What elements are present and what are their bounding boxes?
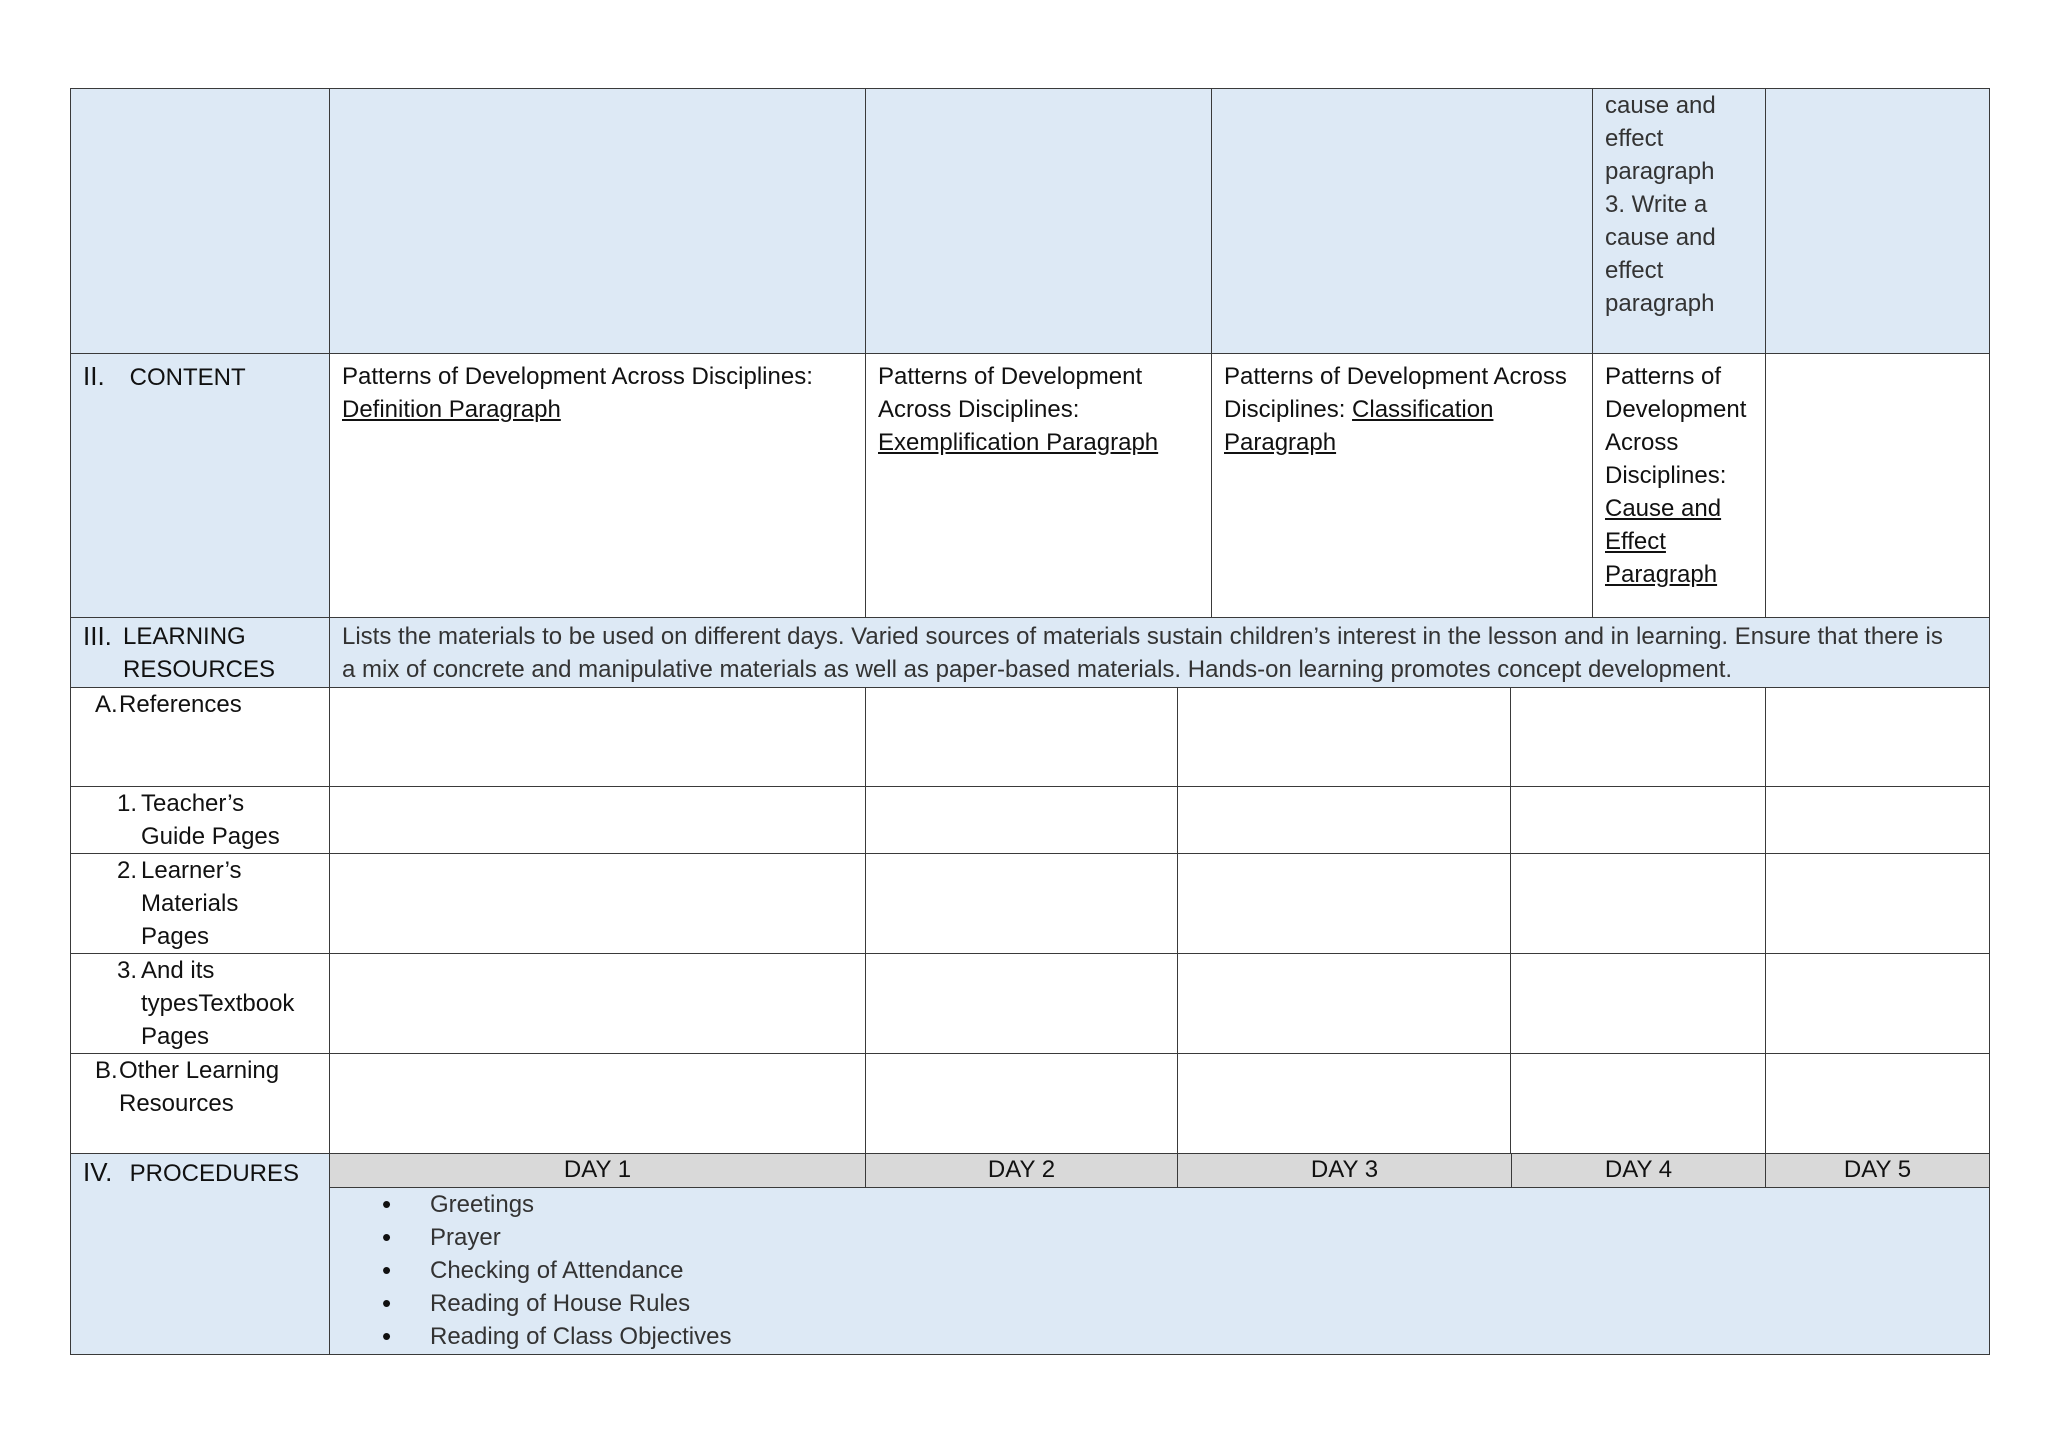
learning-resources-label: RESOURCES <box>123 656 276 683</box>
content-day4-prefix: Across <box>1605 429 1679 456</box>
content-day3-cell <box>1211 353 1593 618</box>
references-marker: A. <box>95 691 118 718</box>
top-row-day4-cell <box>1592 88 1766 354</box>
procedures-numeral: IV. <box>83 1157 113 1187</box>
content-numeral: II. <box>83 361 105 391</box>
references-label: References <box>119 691 242 718</box>
textbook-day1-cell <box>329 953 866 1054</box>
list-item: • Reading of House Rules <box>330 1287 1989 1320</box>
day-header-5: DAY 5 <box>1765 1153 1990 1188</box>
other-resources-day5-cell <box>1765 1053 1990 1154</box>
teachers-guide-day4-cell <box>1510 786 1766 854</box>
teachers-guide-day1-cell <box>329 786 866 854</box>
learners-materials-label: Materials <box>141 890 239 917</box>
top-row-label-cell <box>70 88 330 354</box>
day-header-2: DAY 2 <box>865 1153 1178 1188</box>
content-day4-topic: Cause and <box>1605 495 1722 522</box>
learning-resources-label: LEARNING <box>123 623 246 650</box>
learning-resources-label-cell <box>70 617 330 688</box>
top-row-day5-cell <box>1765 88 1990 354</box>
top-row-day1-cell <box>329 88 866 354</box>
content-day1-cell <box>329 353 866 618</box>
objectives-line: paragraph <box>1605 290 1715 317</box>
procedures-list <box>330 1188 1989 1353</box>
list-item: • Reading of Class Objectives <box>330 1320 1989 1353</box>
textbook-label: Pages <box>141 1023 210 1050</box>
learners-materials-label-cell <box>70 853 330 954</box>
content-label-cell <box>70 353 330 618</box>
objectives-line: effect <box>1605 125 1664 152</box>
content-day4-topic: Paragraph <box>1605 561 1718 588</box>
teachers-guide-day2-cell <box>865 786 1178 854</box>
references-day3-cell <box>1177 687 1511 787</box>
textbook-day2-cell <box>865 953 1178 1054</box>
content-day4-prefix: Development <box>1605 396 1747 423</box>
learners-materials-day2-cell <box>865 853 1178 954</box>
textbook-label-cell <box>70 953 330 1054</box>
learners-materials-day5-cell <box>1765 853 1990 954</box>
learners-materials-marker: 2. <box>117 857 138 884</box>
content-day4-cell <box>1592 353 1766 618</box>
teachers-guide-label: Guide Pages <box>141 823 280 850</box>
teachers-guide-day3-cell <box>1177 786 1511 854</box>
content-day4-prefix: Patterns of <box>1605 363 1722 390</box>
content-day2-prefix: Patterns of Development <box>878 363 1143 390</box>
other-resources-label: Other Learning <box>119 1057 280 1084</box>
content-day2-topic: Exemplification Paragraph <box>878 429 1159 456</box>
other-resources-day4-cell <box>1510 1053 1766 1154</box>
procedures-label: PROCEDURES <box>129 1160 300 1187</box>
procedures-label-cell <box>70 1153 330 1355</box>
references-day5-cell <box>1765 687 1990 787</box>
teachers-guide-label-cell <box>70 786 330 854</box>
content-day4-topic: Effect <box>1605 528 1666 555</box>
learning-resources-description: Lists the materials to be used on different days. Varied sources of materials sustain children’s interest in the lesson and in learning. Ensure that there is <box>342 623 1943 650</box>
other-resources-day1-cell <box>329 1053 866 1154</box>
textbook-day5-cell <box>1765 953 1990 1054</box>
teachers-guide-marker: 1. <box>117 790 138 817</box>
objectives-line: paragraph <box>1605 158 1715 185</box>
learners-materials-day4-cell <box>1510 853 1766 954</box>
content-day2-prefix: Across Disciplines: <box>878 396 1080 423</box>
references-day2-cell <box>865 687 1178 787</box>
other-resources-label: Resources <box>119 1090 234 1117</box>
content-label: CONTENT <box>129 364 246 391</box>
content-day3-topic: Paragraph <box>1224 429 1337 456</box>
learning-resources-description-cell <box>329 617 1990 688</box>
references-day1-cell <box>329 687 866 787</box>
learners-materials-label: Learner’s <box>141 857 242 884</box>
textbook-label: And its <box>141 957 215 984</box>
list-item: • Greetings <box>330 1188 1989 1221</box>
objectives-line: 3. Write a <box>1605 191 1708 218</box>
learners-materials-label: Pages <box>141 923 210 950</box>
content-day2-cell <box>865 353 1212 618</box>
learners-materials-day1-cell <box>329 853 866 954</box>
textbook-day3-cell <box>1177 953 1511 1054</box>
list-item: • Checking of Attendance <box>330 1254 1989 1287</box>
list-item: • Prayer <box>330 1221 1989 1254</box>
day-header-4: DAY 4 <box>1511 1153 1766 1188</box>
procedures-body-cell <box>329 1187 1990 1355</box>
teachers-guide-day5-cell <box>1765 786 1990 854</box>
other-resources-label-cell <box>70 1053 330 1154</box>
content-day3-topic: Classification <box>1352 396 1494 423</box>
objectives-line: cause and <box>1605 224 1716 251</box>
top-row-day2-cell <box>865 88 1212 354</box>
objectives-line: effect <box>1605 257 1664 284</box>
content-day3-line1: Patterns of Development Across <box>1224 363 1567 390</box>
textbook-day4-cell <box>1510 953 1766 1054</box>
references-day4-cell <box>1510 687 1766 787</box>
content-day4-prefix: Disciplines: <box>1605 462 1727 489</box>
objectives-line: cause and <box>1605 92 1716 119</box>
references-label-cell <box>70 687 330 787</box>
content-day3-prefix: Disciplines: <box>1224 396 1353 423</box>
learning-resources-description: a mix of concrete and manipulative materials as well as paper-based materials. Hands-on learning promotes concept development. <box>342 656 1733 683</box>
textbook-label: typesTextbook <box>141 990 295 1017</box>
other-resources-day3-cell <box>1177 1053 1511 1154</box>
textbook-marker: 3. <box>117 957 138 984</box>
day-header-3: DAY 3 <box>1177 1153 1512 1188</box>
content-day1-topic: Definition Paragraph <box>342 396 561 423</box>
content-day5-cell <box>1765 353 1990 618</box>
day-header-1: DAY 1 <box>329 1153 866 1188</box>
other-resources-day2-cell <box>865 1053 1178 1154</box>
teachers-guide-label: Teacher’s <box>141 790 245 817</box>
top-row-day3-cell <box>1211 88 1593 354</box>
learners-materials-day3-cell <box>1177 853 1511 954</box>
learning-resources-numeral: III. <box>83 621 112 651</box>
other-resources-marker: B. <box>95 1057 118 1084</box>
content-day1-prefix: Patterns of Development Across Disciplines: <box>342 363 813 390</box>
